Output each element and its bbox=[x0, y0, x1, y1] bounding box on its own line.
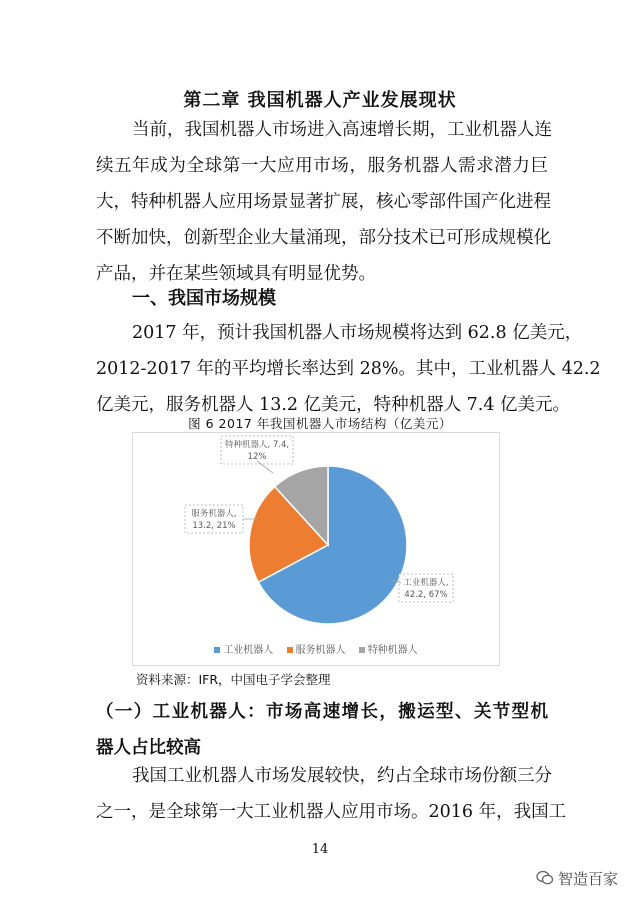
wechat-icon bbox=[536, 870, 554, 890]
data-label: 特种机器人, 7.4, bbox=[224, 440, 290, 450]
text-line: 续五年成为全球第一大应用市场，服务机器人需求潜力巨 bbox=[96, 156, 548, 176]
data-label: 42.2, 67% bbox=[404, 590, 448, 600]
text-line: 当前，我国机器人市场进入高速增长期，工业机器人连 bbox=[132, 120, 552, 140]
legend-item bbox=[287, 641, 346, 656]
figure-caption: 图 6 2017 年我国机器人市场结构（亿美元） bbox=[188, 416, 452, 431]
watermark-text: 智造百家 bbox=[557, 870, 618, 888]
text-line: 我国工业机器人市场发展较快，约占全球市场份额三分 bbox=[132, 766, 552, 786]
source-note: 资料来源：IFR，中国电子学会整理 bbox=[136, 672, 331, 687]
legend-label: 工业机器人 bbox=[223, 645, 274, 656]
page-number: 14 bbox=[311, 842, 329, 857]
data-label: 12% bbox=[247, 452, 267, 462]
watermark bbox=[536, 868, 618, 890]
pie-chart-svg bbox=[133, 433, 499, 665]
pie-chart bbox=[132, 432, 500, 666]
text-line: 产品，并在某些领域具有明显优势。 bbox=[96, 264, 376, 284]
text-line: 大，特种机器人应用场景显著扩展，核心零部件国产化进程 bbox=[96, 192, 551, 212]
intro-paragraph bbox=[96, 112, 552, 292]
market-size-paragraph bbox=[96, 315, 601, 423]
chapter-title: 第二章 我国机器人产业发展现状 bbox=[183, 90, 457, 111]
chart-legend bbox=[133, 641, 499, 656]
data-label: 服务机器人, bbox=[191, 509, 237, 519]
legend-item bbox=[359, 641, 418, 656]
data-label: 工业机器人, bbox=[403, 578, 449, 588]
data-label: 13.2, 21% bbox=[192, 521, 236, 531]
legend-swatch bbox=[287, 647, 293, 653]
text-line: 之一，是全球第一大工业机器人应用市场。2016 年，我国工 bbox=[96, 802, 567, 822]
subsection-heading bbox=[96, 694, 548, 766]
legend-item bbox=[214, 641, 273, 656]
heading-line: 器人占比较高 bbox=[96, 738, 201, 758]
text-line: 2017 年，预计我国机器人市场规模将达到 62.8 亿美元， bbox=[132, 323, 583, 343]
section-heading: 一、我国市场规模 bbox=[132, 288, 276, 309]
heading-line: （一）工业机器人：市场高速增长，搬运型、关节型机 bbox=[96, 702, 548, 722]
legend-label: 服务机器人 bbox=[295, 645, 346, 656]
legend-label: 特种机器人 bbox=[367, 645, 418, 656]
text-line: 不断加快，创新型企业大量涌现，部分技术已可形成规模化 bbox=[96, 228, 551, 248]
legend-swatch bbox=[214, 647, 220, 653]
industrial-robot-paragraph bbox=[96, 758, 567, 830]
legend-swatch bbox=[359, 647, 365, 653]
text-line: 2012-2017 年的平均增长率达到 28%。其中，工业机器人 42.2 bbox=[96, 359, 601, 379]
text-line: 亿美元，服务机器人 13.2 亿美元，特种机器人 7.4 亿美元。 bbox=[96, 395, 571, 415]
